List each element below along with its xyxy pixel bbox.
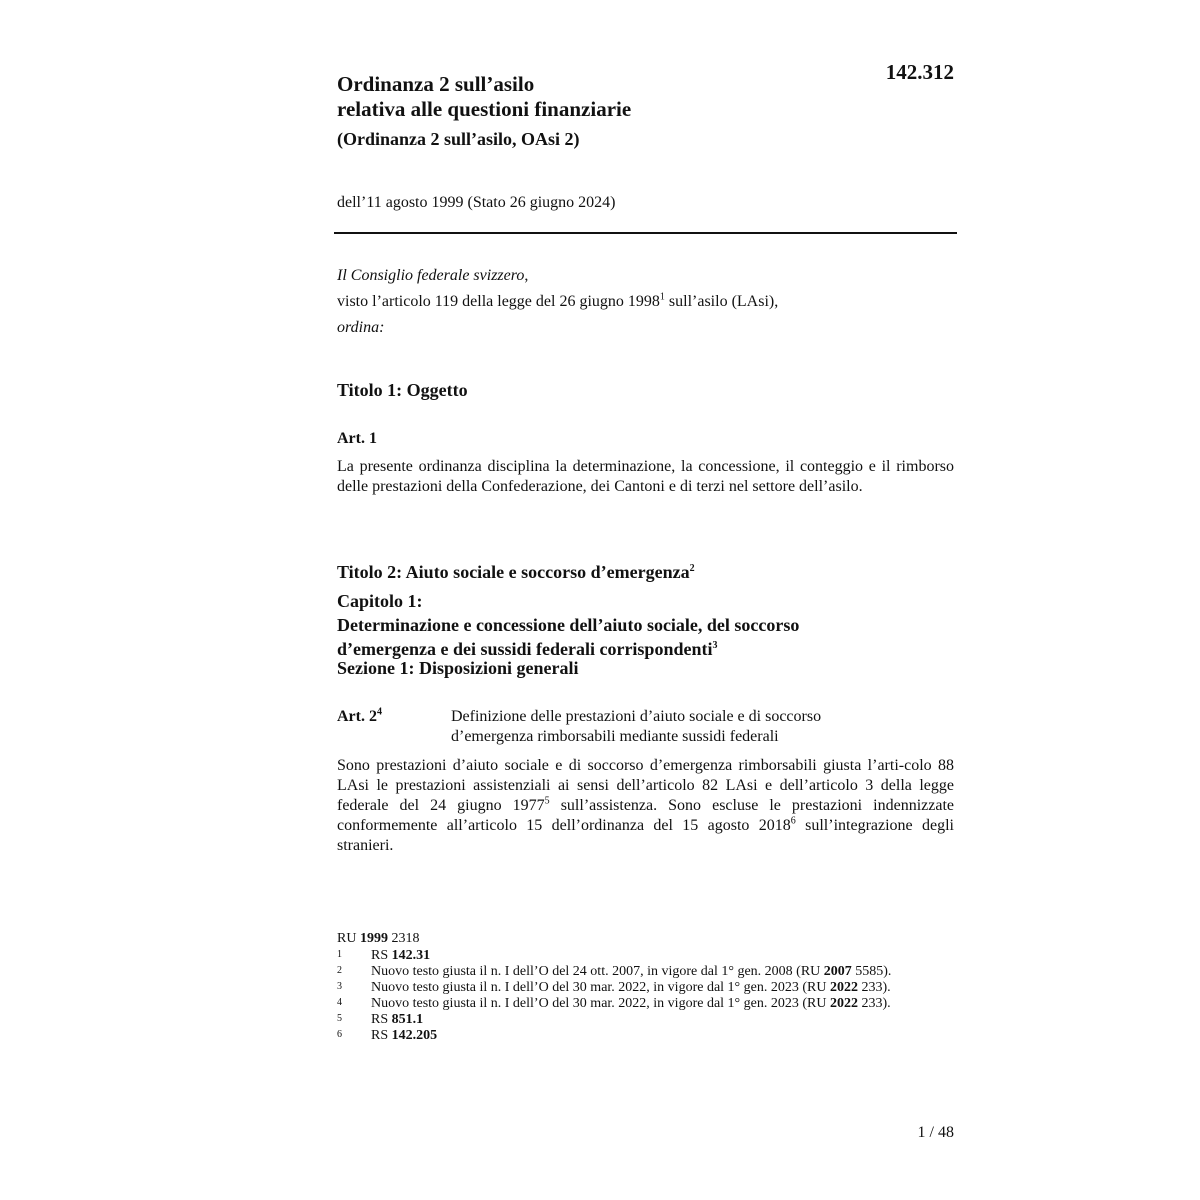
footnote-2: 2 Nuovo testo giusta il n. I dell’O del 24 ott. 2007, in vigore dal 1° gen. 2008 (RU 2007 5585). (337, 964, 892, 979)
titolo-2-heading: Titolo 2: Aiuto sociale e soccorso d’emergenza$^2$ (337, 562, 695, 582)
sezione-1-heading: Sezione 1: Disposizioni generali (337, 658, 579, 678)
footnote-ref-3[interactable]: 3 (712, 640, 718, 651)
systematic-number: 142.312 (885, 60, 954, 84)
footnote-1: 1 RS 142.31 (337, 948, 431, 963)
preamble-basis: visto l’articolo 119 della legge del 26 giugno 1998$^1$ sull’asilo (LAsi), (337, 291, 779, 310)
art-1-text: La presente ordinanza disciplina la determinazione, la concessione, il conteggio e il rimborso delle prestazioni della Confederazione, dei Cantoni e di terzi nel settore dell’asilo. (337, 458, 954, 495)
header-divider (334, 232, 957, 234)
title-line-1: Ordinanza 2 sull’asilo (337, 72, 535, 96)
page-number: 1 / 48 (917, 1124, 954, 1141)
footnotes (337, 930, 897, 1044)
footnote-ref-4[interactable]: 4 (376, 706, 382, 718)
footnote-3: 3 Nuovo testo giusta il n. I dell’O del 30 mar. 2022, in vigore dal 1° gen. 2023 (RU 2022 233). (337, 980, 891, 995)
ru-reference: RU 1999 2318 (337, 931, 420, 946)
preamble-authority: Il Consiglio federale svizzero, (337, 267, 529, 284)
document-title (337, 72, 807, 151)
title-short: (Ordinanza 2 sull’asilo, OAsi 2) (337, 129, 580, 149)
footnote-6: 6 RS 142.205 (337, 1028, 438, 1043)
footnote-4: 4 Nuovo testo giusta il n. I dell’O del 30 mar. 2022, in vigore dal 1° gen. 2023 (RU 2022 233). (337, 996, 891, 1011)
capitolo-1-heading: Capitolo 1: Determinazione e concessione dell’aiuto sociale, del soccorso d’emergenza e dei sussidi federali corrispondenti$^3$ (337, 591, 800, 659)
preamble (337, 263, 954, 341)
art-2-title: Definizione delle prestazioni d’aiuto sociale e di soccorso d’emergenza rimborsabili mediante sussidi federali (451, 708, 822, 745)
footnote-ref-2[interactable]: 2 (689, 563, 695, 574)
titolo-1-heading: Titolo 1: Oggetto (337, 380, 468, 400)
footnote-5: 5 RS 851.1 (337, 1012, 424, 1027)
footnote-ref-6[interactable]: 6 (790, 815, 796, 827)
preamble-ordina: ordina: (337, 319, 385, 336)
title-line-2: relativa alle questioni finanziarie (337, 97, 632, 121)
art-1-label: Art. 1 (337, 430, 377, 447)
footnote-ref-5[interactable]: 5 (544, 795, 550, 807)
art-2-text: Sono prestazioni d’aiuto sociale e di soccorso d’emergenza rimborsabili giusta l’arti-colo 88 LAsi le prestazioni assistenziali ai sensi dell’articolo 82 LAsi e dell’articolo 3 della legge federale del 24 giugno 1977$^5$ sull’assistenza. Sono escluse le prestazioni indennizzate conformemente all’articolo 15 dell’ordinanza del 15 agosto 2018$^6$ sull’integrazione degli stranieri. (337, 757, 954, 854)
document-date: dell’11 agosto 1999 (Stato 26 giugno 2024) (337, 194, 616, 211)
art-2-label: Art. $2^4$ (337, 706, 382, 725)
footnote-ref-1[interactable]: 1 (659, 291, 665, 303)
